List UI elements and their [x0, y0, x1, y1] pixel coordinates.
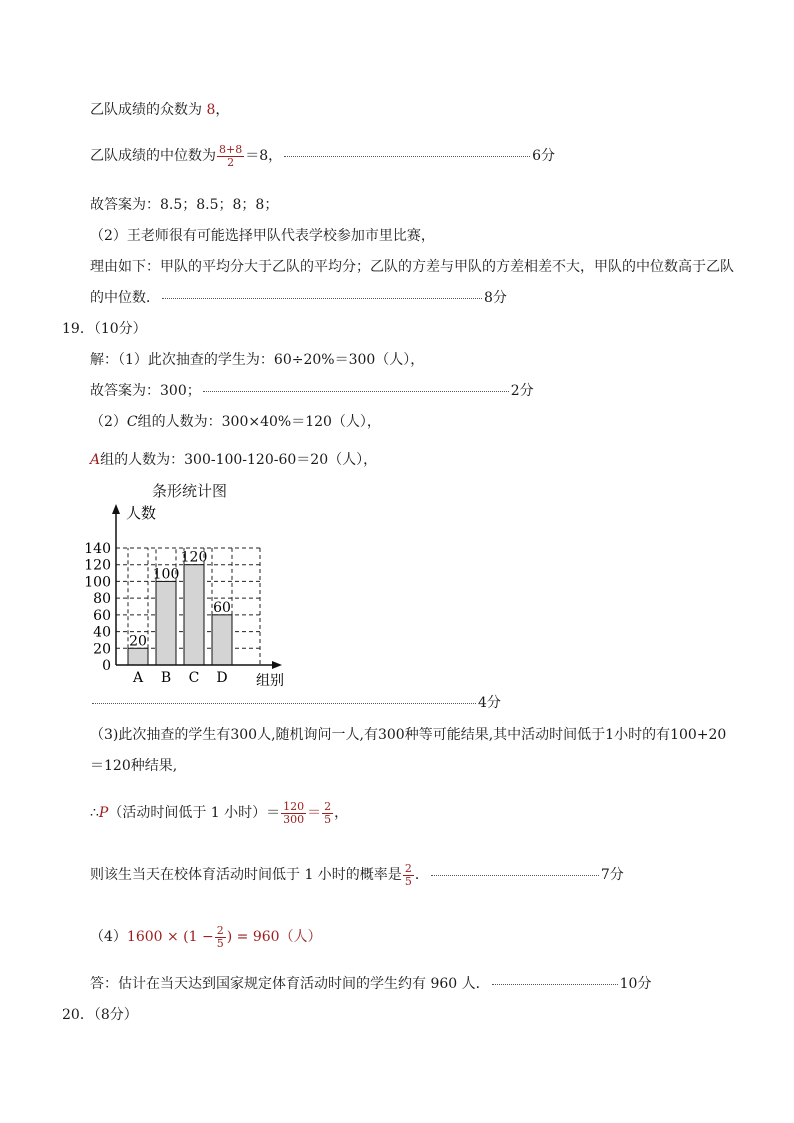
score-label: 10分	[619, 976, 652, 992]
y-axis-arrow	[112, 504, 120, 514]
x-tick-label: C	[188, 670, 200, 686]
score-label: 7分	[600, 867, 624, 883]
bar-value-label: 120	[180, 549, 208, 566]
y-tick-label: 20	[93, 641, 111, 658]
y-tick-label: 60	[93, 607, 111, 624]
fraction-2-5	[322, 801, 333, 826]
final-answer-text: 答：估计在当天达到国家规定体育活动时间的学生约有 960 人．	[90, 976, 490, 992]
solution-line-1: 解：（1）此次抽查的学生为：60÷20%＝300（人），	[90, 352, 425, 368]
chart-title: 条形统计图	[152, 482, 228, 500]
numerator: 2	[216, 923, 224, 937]
item-prefix: （2）	[90, 414, 127, 430]
leader-dots	[162, 298, 482, 299]
reason-line-2	[90, 289, 507, 307]
probability-tail: ，	[334, 805, 349, 821]
unit: （人）	[279, 929, 322, 945]
x-axis-arrow	[272, 661, 282, 669]
leader-dots	[492, 984, 618, 985]
denominator: 5	[324, 812, 332, 826]
mode-line	[90, 101, 229, 119]
x-tick-label: B	[160, 670, 172, 686]
numerator: 2	[404, 861, 412, 875]
final-answer-line	[90, 975, 651, 993]
expression-part-2: ) = 960	[226, 929, 280, 945]
leader-dots	[92, 703, 476, 704]
reason-text: 的中位数．	[90, 290, 160, 306]
bar-value-label: 60	[213, 599, 231, 616]
leader-dots	[284, 156, 530, 157]
median-line	[90, 141, 555, 171]
equals: ＝	[307, 805, 322, 821]
median-fraction	[217, 144, 244, 169]
question-3-line-2: ＝120种结果,	[90, 758, 178, 774]
question-4-line	[90, 922, 322, 952]
y-tick-label: 80	[93, 591, 111, 608]
question-20-header: 20．（8分）	[62, 1007, 138, 1023]
x-axis-label: 组别	[256, 673, 284, 689]
chart-score-line	[90, 694, 501, 712]
score-label: 2分	[510, 383, 534, 399]
bar-value-label: 100	[152, 566, 180, 583]
y-tick-label: 0	[102, 658, 111, 674]
probability-line	[90, 798, 348, 828]
fraction-120-300	[281, 801, 306, 826]
y-tick-label: 120	[84, 557, 111, 574]
question-19-header: 19．（10分）	[62, 321, 147, 337]
score-label: 8分	[484, 290, 507, 306]
question-3-line-1: （3)此次抽查的学生有300人,随机询问一人,有300种等可能结果,其中活动时间低于1小时的有100+20	[90, 727, 727, 743]
median-tail: ＝8，	[245, 148, 283, 164]
median-label: 乙队成绩的中位数为	[90, 148, 216, 164]
expression-part-1: 1600 × (1 −	[126, 929, 214, 945]
answer-line-19	[90, 382, 534, 400]
y-tick-label: 100	[84, 574, 111, 591]
bar-value-label: 20	[129, 633, 147, 650]
y-tick-label: 140	[84, 541, 111, 557]
answer-text: 故答案为：300；	[90, 383, 201, 399]
bar-chart	[84, 500, 304, 692]
denominator: 5	[216, 936, 224, 950]
y-tick-label: 40	[93, 624, 111, 641]
var-p: P	[98, 805, 109, 821]
leader-dots	[431, 875, 599, 876]
group-a-line	[90, 451, 377, 469]
bar-A	[128, 648, 148, 665]
item-prefix: （4）	[90, 929, 127, 945]
group-c-text: 组的人数为：300×40%＝120（人），	[137, 414, 381, 430]
fraction-2-5	[403, 863, 414, 888]
bar-C	[184, 565, 204, 665]
median-numerator: 8+8	[219, 142, 243, 156]
median-denominator: 2	[227, 155, 235, 169]
y-axis-label: 人数	[126, 504, 157, 522]
mode-value: 8	[206, 102, 216, 118]
conclusion-tail: ．	[414, 867, 429, 883]
x-tick-label: A	[132, 670, 144, 686]
denominator: 5	[404, 874, 412, 888]
group-c-line	[90, 413, 381, 431]
fraction-2-5	[215, 925, 226, 950]
group-a-text: 组的人数为：300-100-120-60＝20（人），	[100, 452, 378, 468]
score-label: 4分	[478, 695, 501, 711]
question-2-line: （2）王老师很有可能选择甲队代表学校参加市里比赛，	[90, 228, 435, 244]
leader-dots	[203, 391, 509, 392]
var-a: A	[90, 452, 101, 468]
denominator: 300	[283, 812, 305, 826]
answer-line: 故答案为：8.5；8.5；8；8；	[90, 197, 279, 213]
conclusion-line	[90, 860, 624, 890]
therefore-symbol: ∴	[90, 805, 99, 821]
probability-text: （活动时间低于 1 小时）＝	[108, 805, 281, 821]
reason-line-1: 理由如下：甲队的平均分大于乙队的平均分；乙队的方差与甲队的方差相差不大，甲队的中位数高于乙队	[90, 259, 734, 275]
var-c: C	[126, 414, 138, 430]
mode-tail: ，	[215, 102, 230, 118]
numerator: 120	[283, 799, 305, 813]
bar-B	[156, 581, 176, 665]
conclusion-text: 则该生当天在校体育活动时间低于 1 小时的概率是	[90, 867, 402, 883]
score-label: 6分	[532, 148, 556, 164]
numerator: 2	[324, 799, 332, 813]
mode-label: 乙队成绩的众数为	[90, 102, 202, 118]
x-tick-label: D	[216, 670, 228, 686]
bar-D	[212, 615, 232, 665]
